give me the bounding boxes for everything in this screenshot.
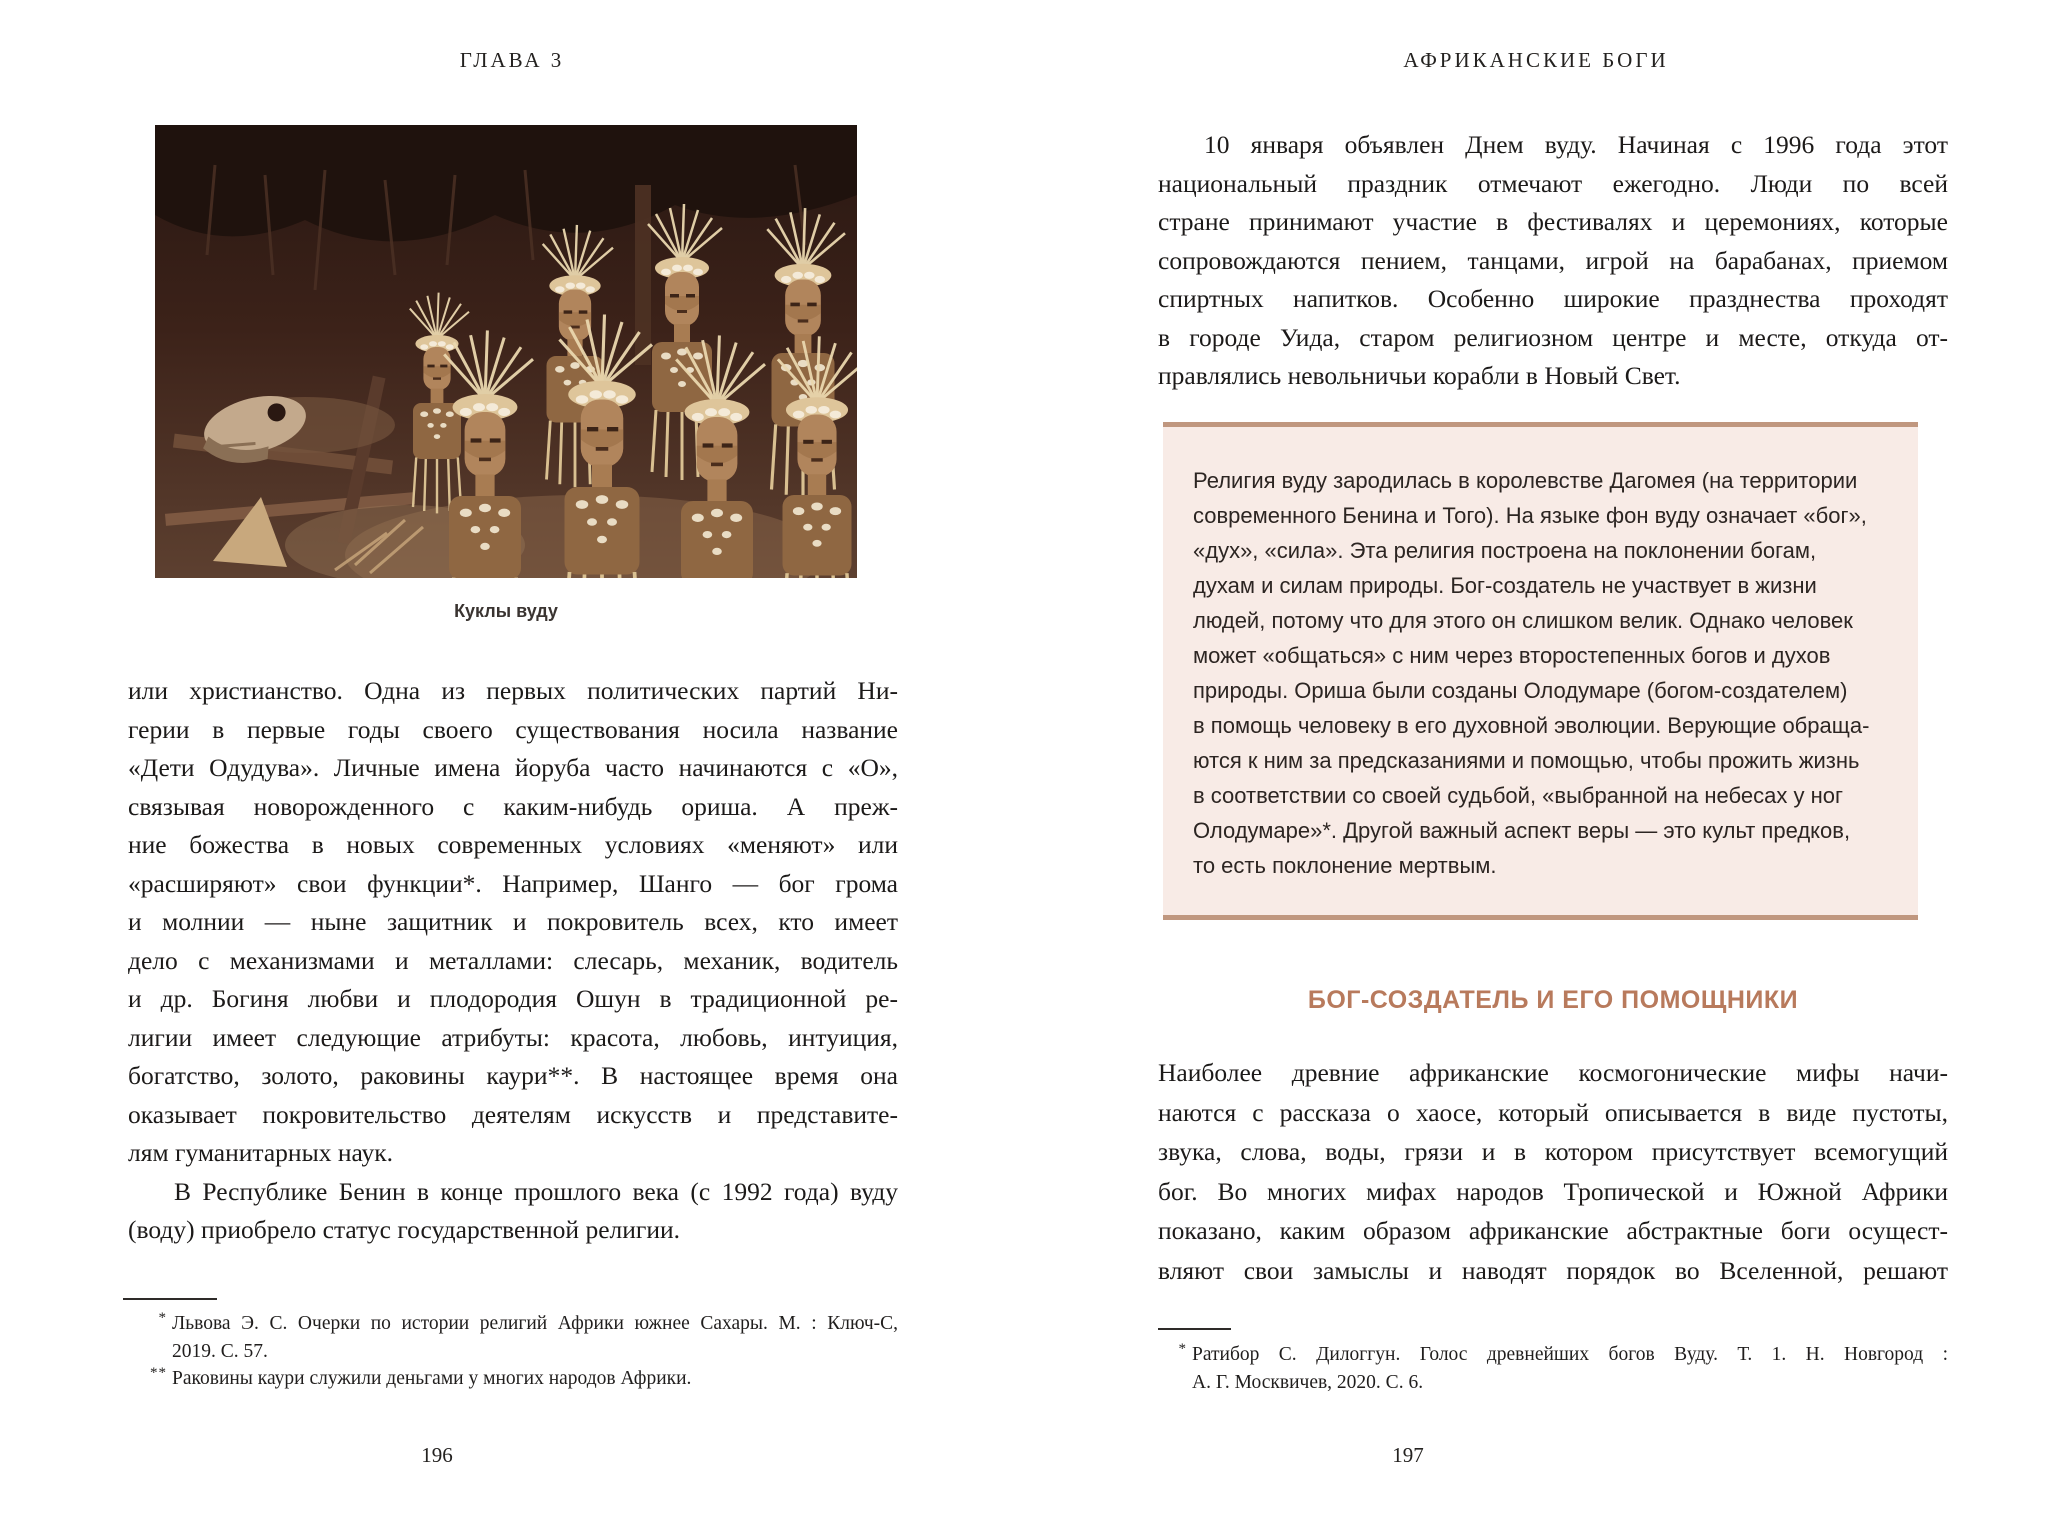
text-line: 10 января объявлен Днем вуду. Начиная с 1996 года этот <box>1204 130 1948 159</box>
left-page-body-text <box>128 672 898 1250</box>
footnote-marker: ** <box>150 1365 167 1381</box>
text-line: и др. Богиня любви и плодородия Ошун в традиционной ре- <box>128 984 898 1013</box>
text-line: природы. Ориша были созданы Олодумаре (богом-создателем) <box>1193 678 1848 703</box>
left-running-head: ГЛАВА 3 <box>459 48 565 72</box>
right-page-footnotes <box>1178 1341 1948 1396</box>
text-line: лигии имеет следующие атрибуты: красота, любовь, интуиция, <box>128 1022 898 1052</box>
text-line: Наиболее древние африканские космогонические мифы начи- <box>1158 1058 1948 1087</box>
text-line: национальный праздник отмечают ежегодно. Люди по всей <box>1158 168 1948 198</box>
footnote-marker: * <box>1178 1341 1187 1357</box>
text-line: ются к ним за предсказаниями и помощью, чтобы прожить жизнь <box>1193 748 1860 773</box>
footnote-line: * Ратибор С. Дилоггун. Голос древнейших богов Вуду. Т. 1. Н. Новгород : <box>1192 1341 1948 1369</box>
voodoo-infobox <box>1163 422 1918 920</box>
text-line: Олодумаре»*. Другой важный аспект веры — это культ предков, <box>1193 818 1851 843</box>
text-line: дело с механизмами и металлами: слесарь, механик, водитель <box>128 945 898 975</box>
text-line: ние божества в новых современных условиях «меняют» или <box>128 830 898 859</box>
text-line: «Дети Одудува». Личные имена йоруба часто начинаются с «О», <box>128 753 898 782</box>
text-line: правлялись невольничьи корабли в Новый Свет. <box>1158 361 1681 390</box>
text-line: звука, слова, воды, грязи и в котором присутствует всемогущий <box>1158 1137 1948 1166</box>
text-line: сопровождаются пением, танцами, игрой на барабанах, приемом <box>1158 245 1948 275</box>
text-line: спиртных напитков. Особенно широкие празднества проходят <box>1158 284 1948 313</box>
text-line: бог. Во многих мифах народов Тропической и Южной Африки <box>1158 1176 1948 1206</box>
text-line: оказывает покровительство деятелям искусств и представите- <box>128 1099 898 1129</box>
text-line: В Республике Бенин в конце прошлого века (с 1992 года) вуду <box>174 1176 898 1206</box>
footnote-line: А. Г. Москвичев, 2020. С. 6. <box>1192 1371 1424 1393</box>
footnote-divider <box>123 1298 217 1300</box>
text-line: (воду) приобрело статус государственной религии. <box>128 1215 681 1244</box>
text-line: «расширяют» свои функции*. Например, Шанго — бог грома <box>128 868 898 898</box>
text-line: духам и силам природы. Бог-создатель не участвует в жизни <box>1193 573 1817 598</box>
right-running-head: АФРИКАНСКИЕ БОГИ <box>1403 48 1669 72</box>
text-line: герии в первые годы своего существования носила название <box>128 714 898 744</box>
right-page-number: 197 <box>1392 1443 1424 1467</box>
left-page-number: 196 <box>421 1443 453 1467</box>
text-line: Религия вуду зародилась в королевстве Дагомея (на территории <box>1193 468 1858 493</box>
text-line: и молнии — ныне защитник и покровитель всех, кто имеет <box>128 907 898 936</box>
voodoo-dolls-photo-art <box>155 125 857 578</box>
text-line: в помощь человеку в его духовной эволюции. Верующие обраща- <box>1193 713 1870 738</box>
text-line: может «общаться» с ним через второстепенных богов и духов <box>1193 643 1831 668</box>
text-line: показано, каким образом африканские абстрактные боги осущест- <box>1158 1216 1948 1245</box>
text-line: вляют свои замыслы и наводят порядок во Вселенной, решают <box>1158 1255 1948 1285</box>
text-line: в городе Уида, старом религиозном центре и месте, откуда от- <box>1158 322 1948 352</box>
text-line: в соответствии со своей судьбой, «выбранной на небесах у ног <box>1193 783 1843 808</box>
text-line: то есть поклонение мертвым. <box>1193 853 1497 878</box>
right-page-paragraph-2 <box>1158 1053 1948 1290</box>
left-page-footnotes <box>150 1310 898 1393</box>
section-heading: БОГ-СОЗДАТЕЛЬ И ЕГО ПОМОЩНИКИ <box>1307 986 1799 1014</box>
text-line: наются с рассказа о хаосе, который описывается в виде пустоты, <box>1158 1097 1948 1127</box>
text-line: стране принимают участие в фестивалях и церемониях, которые <box>1158 207 1948 236</box>
text-line: лям гуманитарных наук. <box>128 1138 394 1167</box>
text-line: людей, потому что для этого он слишком велик. Однако человек <box>1193 608 1853 633</box>
text-line: или христианство. Одна из первых политических партий Ни- <box>128 676 898 705</box>
footnote-divider <box>1158 1328 1231 1330</box>
photo-caption: Куклы вуду <box>454 601 558 621</box>
voodoo-dolls-photo <box>155 125 857 578</box>
text-line: связывая новорожденного с каким-нибудь ориша. А преж- <box>128 791 898 821</box>
footnote-line: 2019. С. 57. <box>172 1340 268 1362</box>
footnote-line: ** Раковины каури служили деньгами у многих народов Африки. <box>172 1365 898 1393</box>
footnote-line: * Львова Э. С. Очерки по истории религий Африки южнее Сахары. М. : Ключ-С, <box>172 1310 898 1338</box>
footnote-marker: * <box>158 1310 167 1326</box>
text-line: современного Бенина и Того). На языке фон вуду означает «бог», <box>1193 503 1867 528</box>
right-page-paragraph-1 <box>1158 126 1948 396</box>
text-line: богатство, золото, раковины каури**. В настоящее время она <box>128 1061 898 1090</box>
text-line: «дух», «сила». Эта религия построена на поклонении богам, <box>1193 538 1817 563</box>
